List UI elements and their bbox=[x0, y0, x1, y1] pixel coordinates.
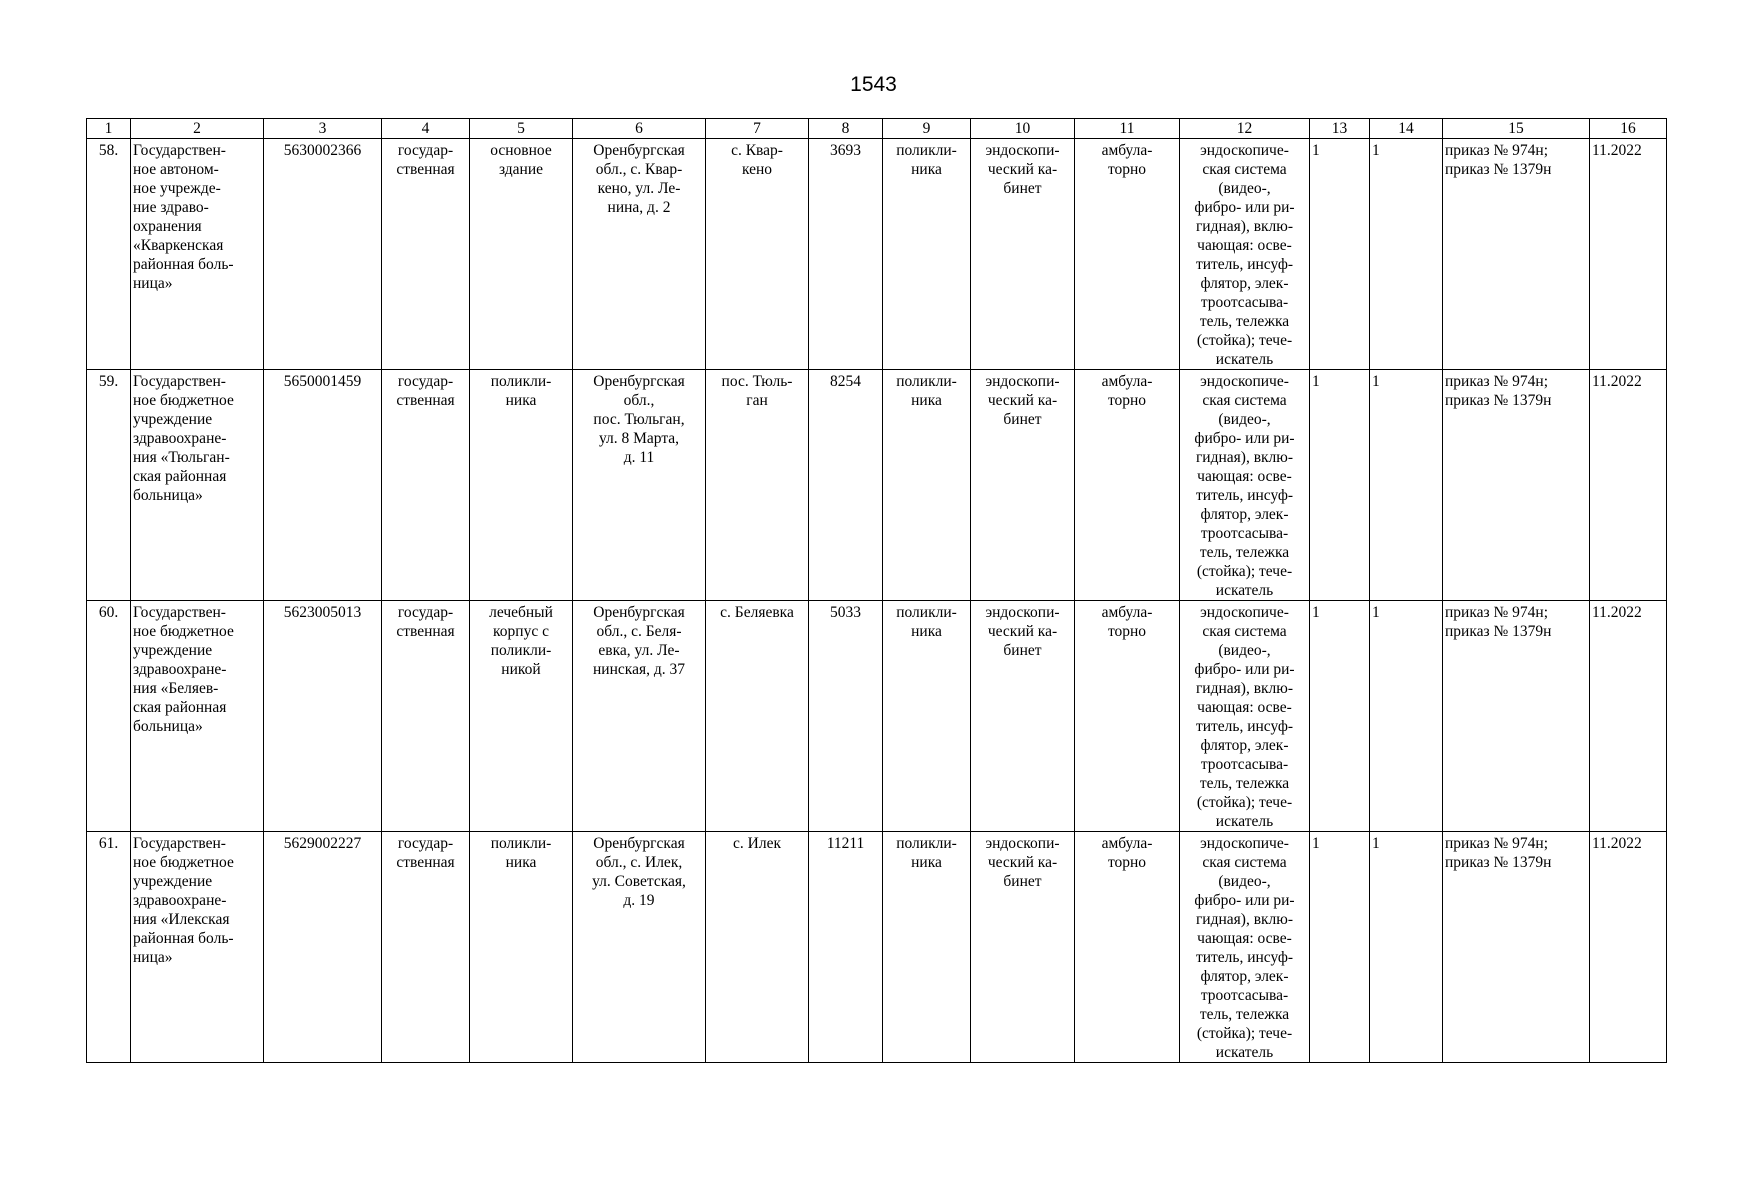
organization-name: Государствен- ное бюджетное учреждение здравоохране- ния «Тюльган- ская районная больница» bbox=[131, 370, 264, 601]
organization-name: Государствен- ное автоном- ное учрежде- ние здраво- охранения «Кваркенская районная боль- ница» bbox=[131, 139, 264, 370]
header-cell: 16 bbox=[1590, 119, 1667, 139]
quantity-14: 1 bbox=[1370, 370, 1443, 601]
locality: пос. Тюль- ган bbox=[706, 370, 809, 601]
table-row bbox=[87, 139, 1667, 370]
row-number: 59. bbox=[87, 370, 131, 601]
organization-name: Государствен- ное бюджетное учреждение здравоохране- ния «Беляев- ская районная больница» bbox=[131, 601, 264, 832]
header-cell: 4 bbox=[382, 119, 470, 139]
address: Оренбургская обл., с. Квар- кено, ул. Ле- нина, д. 2 bbox=[573, 139, 706, 370]
equipment: эндоскопиче- ская система (видео-, фибро- или ри- гидная), вклю- чающая: осве- титель, инсуф- флятор, элек- троотсасыва- тель, тележка (стойка); тече- искатель bbox=[1180, 139, 1310, 370]
building: лечебный корпус с поликли- никой bbox=[470, 601, 573, 832]
locality: с. Беляевка bbox=[706, 601, 809, 832]
header-cell: 11 bbox=[1075, 119, 1180, 139]
building: основное здание bbox=[470, 139, 573, 370]
inn: 5629002227 bbox=[264, 832, 382, 1063]
care-mode: амбула- торно bbox=[1075, 832, 1180, 1063]
cabinet: эндоскопи- ческий ка- бинет bbox=[971, 832, 1075, 1063]
header-cell: 15 bbox=[1443, 119, 1590, 139]
ownership-type: государ- ственная bbox=[382, 832, 470, 1063]
header-cell: 12 bbox=[1180, 119, 1310, 139]
quantity-13: 1 bbox=[1310, 139, 1370, 370]
order-reference: приказ № 974н; приказ № 1379н bbox=[1443, 832, 1590, 1063]
header-cell: 10 bbox=[971, 119, 1075, 139]
header-cell: 1 bbox=[87, 119, 131, 139]
header-cell: 5 bbox=[470, 119, 573, 139]
order-reference: приказ № 974н; приказ № 1379н bbox=[1443, 601, 1590, 832]
header-cell: 8 bbox=[809, 119, 883, 139]
equipment: эндоскопиче- ская система (видео-, фибро- или ри- гидная), вклю- чающая: осве- титель, инсуф- флятор, элек- троотсасыва- тель, тележка (стойка); тече- искатель bbox=[1180, 832, 1310, 1063]
division: поликли- ника bbox=[883, 832, 971, 1063]
inn: 5650001459 bbox=[264, 370, 382, 601]
address: Оренбургская обл., пос. Тюльган, ул. 8 Марта, д. 11 bbox=[573, 370, 706, 601]
equipment: эндоскопиче- ская система (видео-, фибро- или ри- гидная), вклю- чающая: осве- титель, инсуф- флятор, элек- троотсасыва- тель, тележка (стойка); тече- искатель bbox=[1180, 370, 1310, 601]
cabinet: эндоскопи- ческий ка- бинет bbox=[971, 370, 1075, 601]
table-row bbox=[87, 832, 1667, 1063]
header-cell: 6 bbox=[573, 119, 706, 139]
population: 11211 bbox=[809, 832, 883, 1063]
ownership-type: государ- ственная bbox=[382, 370, 470, 601]
population: 5033 bbox=[809, 601, 883, 832]
header-cell: 2 bbox=[131, 119, 264, 139]
header-cell: 3 bbox=[264, 119, 382, 139]
building: поликли- ника bbox=[470, 370, 573, 601]
population: 8254 bbox=[809, 370, 883, 601]
address: Оренбургская обл., с. Беля- евка, ул. Ле- нинская, д. 37 bbox=[573, 601, 706, 832]
division: поликли- ника bbox=[883, 370, 971, 601]
header-cell: 13 bbox=[1310, 119, 1370, 139]
locality: с. Илек bbox=[706, 832, 809, 1063]
table-row bbox=[87, 370, 1667, 601]
equipment: эндоскопиче- ская система (видео-, фибро- или ри- гидная), вклю- чающая: осве- титель, инсуф- флятор, элек- троотсасыва- тель, тележка (стойка); тече- искатель bbox=[1180, 601, 1310, 832]
date: 11.2022 bbox=[1590, 832, 1667, 1063]
ownership-type: государ- ственная bbox=[382, 139, 470, 370]
order-reference: приказ № 974н; приказ № 1379н bbox=[1443, 370, 1590, 601]
page-number: 1543 bbox=[850, 73, 897, 96]
header-cell: 14 bbox=[1370, 119, 1443, 139]
header-row bbox=[87, 119, 1667, 139]
population: 3693 bbox=[809, 139, 883, 370]
data-table bbox=[86, 118, 1667, 1063]
date: 11.2022 bbox=[1590, 370, 1667, 601]
quantity-14: 1 bbox=[1370, 832, 1443, 1063]
organization-name: Государствен- ное бюджетное учреждение здравоохране- ния «Илекская районная боль- ница» bbox=[131, 832, 264, 1063]
quantity-14: 1 bbox=[1370, 601, 1443, 832]
quantity-13: 1 bbox=[1310, 601, 1370, 832]
row-number: 60. bbox=[87, 601, 131, 832]
ownership-type: государ- ственная bbox=[382, 601, 470, 832]
row-number: 58. bbox=[87, 139, 131, 370]
locality: с. Квар- кено bbox=[706, 139, 809, 370]
cabinet: эндоскопи- ческий ка- бинет bbox=[971, 601, 1075, 832]
building: поликли- ника bbox=[470, 832, 573, 1063]
care-mode: амбула- торно bbox=[1075, 601, 1180, 832]
care-mode: амбула- торно bbox=[1075, 370, 1180, 601]
cabinet: эндоскопи- ческий ка- бинет bbox=[971, 139, 1075, 370]
row-number: 61. bbox=[87, 832, 131, 1063]
address: Оренбургская обл., с. Илек, ул. Советская, д. 19 bbox=[573, 832, 706, 1063]
header-cell: 7 bbox=[706, 119, 809, 139]
quantity-14: 1 bbox=[1370, 139, 1443, 370]
header-cell: 9 bbox=[883, 119, 971, 139]
inn: 5623005013 bbox=[264, 601, 382, 832]
date: 11.2022 bbox=[1590, 601, 1667, 832]
quantity-13: 1 bbox=[1310, 832, 1370, 1063]
table-row bbox=[87, 601, 1667, 832]
care-mode: амбула- торно bbox=[1075, 139, 1180, 370]
division: поликли- ника bbox=[883, 139, 971, 370]
order-reference: приказ № 974н; приказ № 1379н bbox=[1443, 139, 1590, 370]
inn: 5630002366 bbox=[264, 139, 382, 370]
division: поликли- ника bbox=[883, 601, 971, 832]
quantity-13: 1 bbox=[1310, 370, 1370, 601]
date: 11.2022 bbox=[1590, 139, 1667, 370]
